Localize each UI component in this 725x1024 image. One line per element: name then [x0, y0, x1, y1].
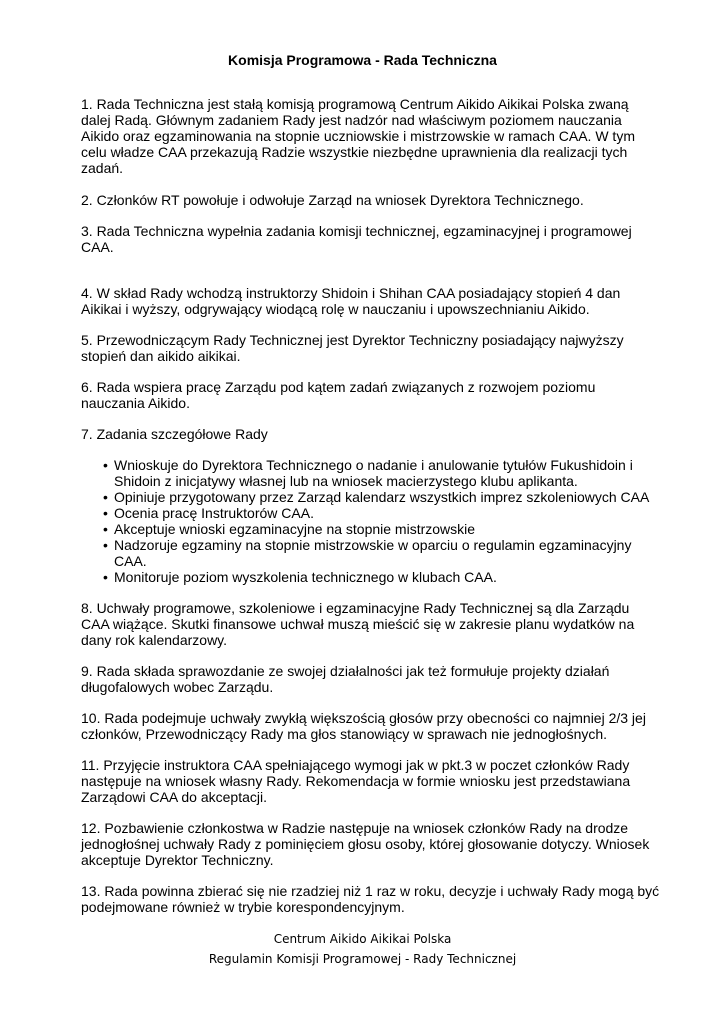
bullet-icon: •: [103, 537, 108, 553]
document-body: [81, 96, 661, 930]
list-item-text: Opiniuje przygotowany przez Zarząd kalendarz wszystkich imprez szkoleniowych CAA: [114, 489, 650, 505]
paragraph-12: 12. Pozbawienie członkostwa w Radzie następuje na wniosek członków Rady na drodze jednogłośnej uchwały Rady z pominięciem głosu osoby, której głosowanie dotyczy. Wniosek akceptuje Dyrektor Techniczny.: [81, 820, 650, 868]
list-item-text: Nadzoruje egzaminy na stopnie mistrzowskie w oparciu o regulamin egzaminacyjny CAA.: [114, 537, 632, 569]
bullet-icon: •: [103, 489, 108, 505]
bullet-icon: •: [103, 457, 108, 473]
list-item-text: Monitoruje poziom wyszkolenia technicznego w klubach CAA.: [114, 569, 497, 585]
footer-organization: Centrum Aikido Aikikai Polska: [273, 932, 452, 946]
paragraph-5: 5. Przewodniczącym Rady Technicznej jest Dyrektor Techniczny posiadający najwyższy stopień dan aikido aikikai.: [81, 332, 624, 364]
list-item: [103, 457, 661, 489]
bullet-icon: •: [103, 569, 108, 585]
bullet-icon: •: [103, 505, 108, 521]
paragraph-6: 6. Rada wspiera pracę Zarządu pod kątem zadań związanych z rozwojem poziomu nauczania Aikido.: [81, 379, 596, 411]
paragraph-8: 8. Uchwały programowe, szkoleniowe i egzaminacyjne Rady Technicznej są dla Zarządu CAA wiążące. Skutki finansowe uchwał muszą mieścić się w zakresie planu wydatków na dany rok kalendarzowy.: [81, 600, 635, 648]
paragraph-2: 2. Członków RT powołuje i odwołuje Zarząd na wniosek Dyrektora Technicznego.: [81, 192, 584, 208]
paragraph-13: 13. Rada powinna zbierać się nie rzadziej niż 1 raz w roku, decyzje i uchwały Rady mogą być podejmowane również w trybie korespondencyjnym.: [81, 883, 660, 915]
list-item: [103, 489, 661, 505]
list-item-text: Akceptuje wnioski egzaminacyjne na stopnie mistrzowskie: [114, 521, 476, 537]
task-bullet-list: [81, 457, 661, 585]
paragraph-1: 1. Rada Techniczna jest stałą komisją programową Centrum Aikido Aikikai Polska zwaną dalej Radą. Głównym zadaniem Rady jest nadzór nad właściwym poziomem nauczania Aikido oraz egzaminowania na stopnie uczniowskie i mistrzowskie w ramach CAA. W tym celu władze CAA przekazują Radzie wszystkie niezbędne uprawnienia dla realizacji tych zadań.: [81, 96, 635, 176]
paragraph-9: 9. Rada składa sprawozdanie ze swojej działalności jak też formułuje projekty działań długofalowych wobec Zarządu.: [81, 663, 610, 695]
paragraph-10: 10. Rada podejmuje uchwały zwykłą większością głosów przy obecności co najmniej 2/3 jej członków, Przewodniczący Rady ma głos stanowiący w sprawach nie jednogłośnych.: [81, 710, 646, 742]
paragraph-7: 7. Zadania szczegółowe Rady: [81, 426, 268, 442]
bullet-icon: •: [103, 521, 108, 537]
list-item-text: Wnioskuje do Dyrektora Technicznego o nadanie i anulowanie tytułów Fukushidoin i Shidoin z inicjatywy własnej lub na wniosek macierzystego klubu aplikanta.: [114, 457, 633, 489]
list-item: [103, 569, 661, 585]
list-item-text: Ocenia pracę Instruktorów CAA.: [114, 505, 314, 521]
paragraph-3: 3. Rada Techniczna wypełnia zadania komisji technicznej, egzaminacyjnej i programowej CAA.: [81, 223, 632, 255]
page-title: Komisja Programowa - Rada Techniczna: [228, 52, 497, 68]
list-item: [103, 537, 661, 569]
paragraph-4: 4. W skład Rady wchodzą instruktorzy Shidoin i Shihan CAA posiadający stopień 4 dan Aikikai i wyższy, odgrywający wiodącą rolę w nauczaniu i upowszechnianiu Aikido.: [81, 285, 621, 317]
paragraph-11: 11. Przyjęcie instruktora CAA spełniającego wymogi jak w pkt.3 w poczet członków Rady następuje na wniosek własny Rady. Rekomendacja w formie wniosku jest przedstawiana Zarządowi CAA do akceptacji.: [81, 757, 631, 805]
list-item: [103, 505, 661, 521]
footer-document-name: Regulamin Komisji Programowej - Rady Technicznej: [208, 952, 517, 966]
list-item: [103, 521, 661, 537]
